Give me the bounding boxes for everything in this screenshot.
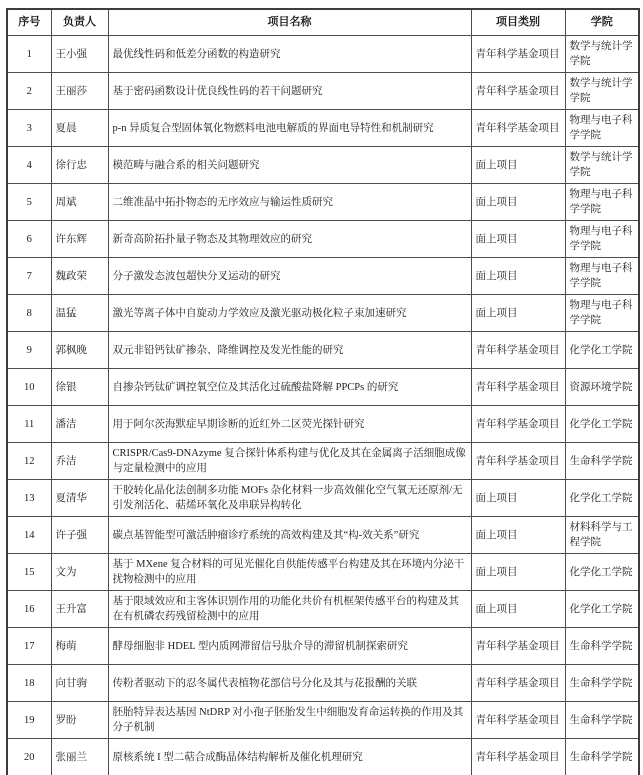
row-index-cell: 19 — [7, 702, 51, 739]
row-index-cell: 14 — [7, 517, 51, 554]
row-index-cell: 20 — [7, 739, 51, 775]
college-cell: 数学与统计学学院 — [565, 73, 639, 110]
leader-cell: 魏政荣 — [51, 258, 108, 295]
column-header-index: 序号 — [7, 9, 51, 36]
project-title-cell: 最优线性码和低差分函数的构造研究 — [108, 36, 471, 73]
category-cell: 青年科学基金项目 — [471, 406, 565, 443]
category-cell: 面上项目 — [471, 591, 565, 628]
category-cell: 面上项目 — [471, 258, 565, 295]
header-row — [7, 9, 639, 36]
leader-cell: 徐行忠 — [51, 147, 108, 184]
leader-cell: 张丽兰 — [51, 739, 108, 775]
college-cell: 化学化工学院 — [565, 591, 639, 628]
leader-cell: 夏清华 — [51, 480, 108, 517]
college-cell: 化学化工学院 — [565, 480, 639, 517]
project-title-cell: CRISPR/Cas9-DNAzyme 复合探针体系构建与优化及其在金属离子活细胞成像与定量检测中的应用 — [108, 443, 471, 480]
leader-cell: 罗盼 — [51, 702, 108, 739]
row-index-cell: 10 — [7, 369, 51, 406]
column-header-title: 项目名称 — [108, 9, 471, 36]
project-title-cell: 酵母细胞非 HDEL 型内质网滞留信号肽介导的滞留机制探索研究 — [108, 628, 471, 665]
row-index-cell: 3 — [7, 110, 51, 147]
column-header-category: 项目类别 — [471, 9, 565, 36]
table-row — [7, 406, 639, 443]
table-row — [7, 702, 639, 739]
project-title-cell: 基于 MXene 复合材料的可见光催化自供能传感平台构建及其在环境内分泌干扰物检测中的应用 — [108, 554, 471, 591]
category-cell: 面上项目 — [471, 480, 565, 517]
project-title-cell: 胚胎特异表达基因 NtDRP 对小孢子胚胎发生中细胞发育命运转换的作用及其分子机制 — [108, 702, 471, 739]
college-cell: 化学化工学院 — [565, 406, 639, 443]
row-index-cell: 8 — [7, 295, 51, 332]
row-index-cell: 13 — [7, 480, 51, 517]
table-row — [7, 332, 639, 369]
category-cell: 青年科学基金项目 — [471, 369, 565, 406]
college-cell: 物理与电子科学学院 — [565, 295, 639, 332]
category-cell: 青年科学基金项目 — [471, 36, 565, 73]
project-title-cell: 新奇高阶拓扑量子物态及其物理效应的研究 — [108, 221, 471, 258]
table-row — [7, 258, 639, 295]
category-cell: 面上项目 — [471, 184, 565, 221]
college-cell: 化学化工学院 — [565, 332, 639, 369]
leader-cell: 王升富 — [51, 591, 108, 628]
table-row — [7, 36, 639, 73]
project-title-cell: p-n 异质复合型固体氧化物燃料电池电解质的界面电导特性和机制研究 — [108, 110, 471, 147]
row-index-cell: 12 — [7, 443, 51, 480]
table-row — [7, 739, 639, 775]
row-index-cell: 5 — [7, 184, 51, 221]
row-index-cell: 11 — [7, 406, 51, 443]
leader-cell: 向甘驹 — [51, 665, 108, 702]
project-title-cell: 基于密码函数设计优良线性码的若干问题研究 — [108, 73, 471, 110]
college-cell: 数学与统计学学院 — [565, 36, 639, 73]
table-row — [7, 628, 639, 665]
leader-cell: 郭枫晚 — [51, 332, 108, 369]
college-cell: 生命科学学院 — [565, 739, 639, 775]
project-title-cell: 激光等离子体中自旋动力学效应及激光驱动极化粒子束加速研究 — [108, 295, 471, 332]
category-cell: 面上项目 — [471, 147, 565, 184]
category-cell: 面上项目 — [471, 221, 565, 258]
row-index-cell: 18 — [7, 665, 51, 702]
table-row — [7, 73, 639, 110]
table-row — [7, 369, 639, 406]
leader-cell: 潘洁 — [51, 406, 108, 443]
table-row — [7, 554, 639, 591]
project-title-cell: 自掺杂钙钛矿调控氧空位及其活化过硫酸盐降解 PPCPs 的研究 — [108, 369, 471, 406]
college-cell: 物理与电子科学学院 — [565, 184, 639, 221]
leader-cell: 王小强 — [51, 36, 108, 73]
row-index-cell: 15 — [7, 554, 51, 591]
leader-cell: 文为 — [51, 554, 108, 591]
college-cell: 生命科学学院 — [565, 628, 639, 665]
leader-cell: 徐银 — [51, 369, 108, 406]
leader-cell: 梅萌 — [51, 628, 108, 665]
row-index-cell: 6 — [7, 221, 51, 258]
row-index-cell: 1 — [7, 36, 51, 73]
project-title-cell: 传粉者驱动下的忍冬属代表植物花部信号分化及其与花报酬的关联 — [108, 665, 471, 702]
row-index-cell: 2 — [7, 73, 51, 110]
college-cell: 生命科学学院 — [565, 702, 639, 739]
category-cell: 青年科学基金项目 — [471, 739, 565, 775]
table-row — [7, 221, 639, 258]
category-cell: 面上项目 — [471, 517, 565, 554]
row-index-cell: 16 — [7, 591, 51, 628]
category-cell: 青年科学基金项目 — [471, 110, 565, 147]
college-cell: 化学化工学院 — [565, 554, 639, 591]
project-title-cell: 原核系统 I 型二萜合成酶晶体结构解析及催化机理研究 — [108, 739, 471, 775]
category-cell: 青年科学基金项目 — [471, 702, 565, 739]
category-cell: 面上项目 — [471, 554, 565, 591]
college-cell: 资源环境学院 — [565, 369, 639, 406]
project-title-cell: 模范畴与融合系的相关问题研究 — [108, 147, 471, 184]
table-row — [7, 480, 639, 517]
category-cell: 青年科学基金项目 — [471, 665, 565, 702]
leader-cell: 王丽莎 — [51, 73, 108, 110]
college-cell: 材料科学与工程学院 — [565, 517, 639, 554]
table-row — [7, 110, 639, 147]
table-row — [7, 184, 639, 221]
category-cell: 青年科学基金项目 — [471, 73, 565, 110]
projects-table — [6, 8, 640, 775]
table-row — [7, 665, 639, 702]
column-header-leader: 负责人 — [51, 9, 108, 36]
table-row — [7, 591, 639, 628]
college-cell: 数学与统计学学院 — [565, 147, 639, 184]
row-index-cell: 17 — [7, 628, 51, 665]
leader-cell: 温猛 — [51, 295, 108, 332]
table-header — [7, 9, 639, 36]
leader-cell: 夏晨 — [51, 110, 108, 147]
college-cell: 生命科学学院 — [565, 443, 639, 480]
category-cell: 青年科学基金项目 — [471, 628, 565, 665]
project-title-cell: 双元非铅钙钛矿掺杂、降维调控及发光性能的研究 — [108, 332, 471, 369]
row-index-cell: 9 — [7, 332, 51, 369]
category-cell: 青年科学基金项目 — [471, 443, 565, 480]
category-cell: 面上项目 — [471, 295, 565, 332]
leader-cell: 乔洁 — [51, 443, 108, 480]
project-title-cell: 用于阿尔茨海默症早期诊断的近红外二区荧光探针研究 — [108, 406, 471, 443]
leader-cell: 周斌 — [51, 184, 108, 221]
table-row — [7, 517, 639, 554]
table-row — [7, 443, 639, 480]
column-header-college: 学院 — [565, 9, 639, 36]
project-title-cell: 基于限域效应和主客体识别作用的功能化共价有机框架传感平台的构建及其在有机磷农药残留检测中的应用 — [108, 591, 471, 628]
college-cell: 物理与电子科学学院 — [565, 110, 639, 147]
college-cell: 物理与电子科学学院 — [565, 221, 639, 258]
project-title-cell: 二维准晶中拓扑物态的无序效应与输运性质研究 — [108, 184, 471, 221]
project-title-cell: 干胶转化晶化法创制多功能 MOFs 杂化材料一步高效催化空气氧无还原剂/无引发剂活化、萜烯环氧化及串联异构转化 — [108, 480, 471, 517]
row-index-cell: 7 — [7, 258, 51, 295]
table-row — [7, 147, 639, 184]
row-index-cell: 4 — [7, 147, 51, 184]
college-cell: 生命科学学院 — [565, 665, 639, 702]
college-cell: 物理与电子科学学院 — [565, 258, 639, 295]
leader-cell: 许东辉 — [51, 221, 108, 258]
table-body — [7, 36, 639, 775]
category-cell: 青年科学基金项目 — [471, 332, 565, 369]
project-title-cell: 碳点基智能型可激活肿瘤诊疗系统的高效构建及其“构-效关系”研究 — [108, 517, 471, 554]
table-row — [7, 295, 639, 332]
leader-cell: 许子强 — [51, 517, 108, 554]
project-title-cell: 分子激发态波包超快分叉运动的研究 — [108, 258, 471, 295]
